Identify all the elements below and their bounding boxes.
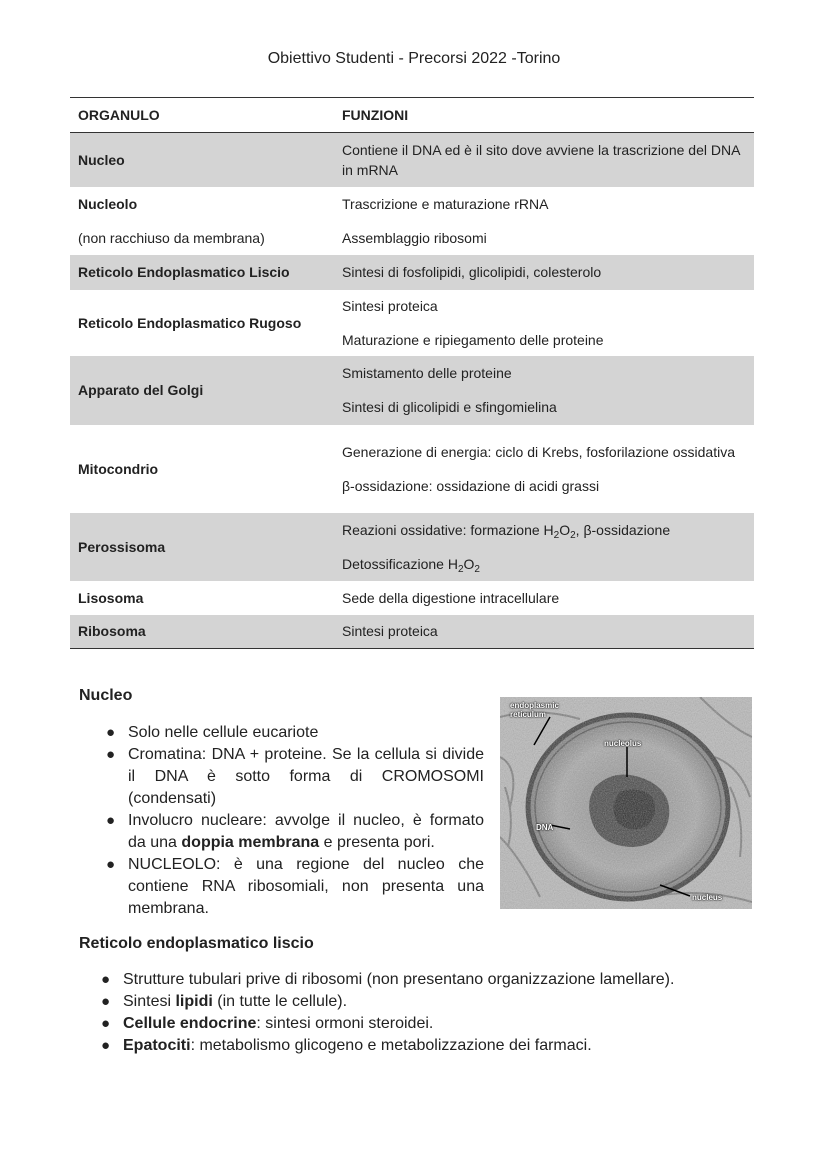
list-item: ● Epatociti: metabolismo glicogeno e metabolizzazione dei farmaci. bbox=[123, 1035, 743, 1057]
label-endoplasmic-reticulum: endoplasmic reticulum bbox=[510, 701, 559, 719]
nucleo-bullet-list bbox=[106, 722, 484, 920]
label-dna: DNA bbox=[536, 823, 554, 832]
organelle-function: Generazione di energia: ciclo di Krebs, fosforilazione ossidativa β-ossidazione: ossidazione di acidi grassi bbox=[342, 443, 735, 494]
list-item: ● Cellule endocrine: sintesi ormoni steroidei. bbox=[123, 1013, 743, 1035]
table-row bbox=[70, 255, 754, 290]
column-header-organulo: ORGANULO bbox=[70, 98, 334, 133]
micrograph-image bbox=[500, 697, 752, 909]
table-row bbox=[70, 356, 754, 425]
table-row bbox=[70, 187, 754, 221]
organelle-name: Reticolo Endoplasmatico Rugoso bbox=[78, 314, 302, 331]
table-header-row bbox=[70, 98, 754, 133]
bullet-icon: ● bbox=[106, 812, 116, 829]
table-row bbox=[70, 581, 754, 615]
organelle-name: Apparato del Golgi bbox=[70, 356, 334, 425]
bullet-icon: ● bbox=[101, 1015, 111, 1032]
organelle-name: Ribosoma bbox=[70, 615, 334, 649]
label-nucleus: nucleus bbox=[692, 893, 723, 902]
organelle-function: Sintesi proteica Maturazione e ripiegamento delle proteine bbox=[342, 297, 604, 348]
list-item: ● Solo nelle cellule eucariote bbox=[128, 722, 484, 744]
section-title-nucleo: Nucleo bbox=[79, 687, 133, 704]
list-item: ● Strutture tubulari prive di ribosomi (non presentano organizzazione lamellare). bbox=[123, 969, 743, 991]
table-row bbox=[70, 513, 754, 581]
table-row bbox=[70, 221, 754, 255]
bullet-icon: ● bbox=[101, 1037, 111, 1054]
nucleus-micrograph bbox=[500, 697, 752, 909]
organelle-name: Nucleolo bbox=[78, 195, 138, 212]
list-item: ● Sintesi lipidi (in tutte le cellule). bbox=[123, 991, 743, 1013]
bullet-icon: ● bbox=[101, 971, 111, 988]
rel-bullet-list bbox=[101, 969, 743, 1057]
organelle-name: Lisosoma bbox=[78, 589, 144, 606]
organelle-function: Smistamento delle proteine Sintesi di glicolipidi e sfingomielina bbox=[334, 356, 754, 425]
label-nucleolus: nucleolus bbox=[604, 739, 642, 748]
bullet-icon: ● bbox=[106, 856, 116, 873]
organelle-function: Sede della digestione intracellulare bbox=[342, 589, 560, 606]
organelle-function: Trascrizione e maturazione rRNA bbox=[342, 195, 549, 212]
organelle-name: Mitocondrio bbox=[78, 460, 159, 477]
organelle-function: Sintesi proteica bbox=[334, 615, 754, 649]
organelle-function: Sintesi di fosfolipidi, glicolipidi, colesterolo bbox=[334, 255, 754, 290]
table-row bbox=[70, 290, 754, 356]
organelle-name: Perossisoma bbox=[70, 513, 334, 581]
list-item: ● Cromatina: DNA + proteine. Se la cellula si divide il DNA è sotto forma di CROMOSOMI (condensati) bbox=[106, 746, 484, 807]
page-header: Obiettivo Studenti - Precorsi 2022 -Torino bbox=[267, 50, 561, 67]
organelles-table bbox=[70, 97, 754, 649]
bullet-icon: ● bbox=[101, 993, 111, 1010]
organelle-name: Nucleo bbox=[70, 133, 334, 187]
bullet-icon: ● bbox=[106, 724, 116, 741]
table-row bbox=[70, 615, 754, 649]
organelle-note: (non racchiuso da membrana) bbox=[78, 229, 265, 246]
section-title-rel: Reticolo endoplasmatico liscio bbox=[79, 935, 314, 952]
organelle-function: Contiene il DNA ed è il sito dove avviene la trascrizione del DNA in mRNA bbox=[334, 133, 754, 187]
bullet-icon: ● bbox=[106, 746, 116, 763]
table-row bbox=[70, 133, 754, 187]
organelle-function: Assemblaggio ribosomi bbox=[342, 229, 487, 246]
organelle-function: Reazioni ossidative: formazione $H_2O_2$, β-ossidazione Detossificazione $H_2O_2$ bbox=[334, 513, 754, 581]
organelle-name: Reticolo Endoplasmatico Liscio bbox=[70, 255, 334, 290]
list-item: ● Involucro nucleare: avvolge il nucleo, è formato da una doppia membrana e presenta pori. bbox=[106, 812, 484, 851]
table-row bbox=[70, 425, 754, 513]
list-item: ● NUCLEOLO: è una regione del nucleo che contiene RNA ribosomiali, non presenta una membrana. bbox=[106, 856, 484, 917]
column-header-funzioni: FUNZIONI bbox=[334, 98, 754, 133]
